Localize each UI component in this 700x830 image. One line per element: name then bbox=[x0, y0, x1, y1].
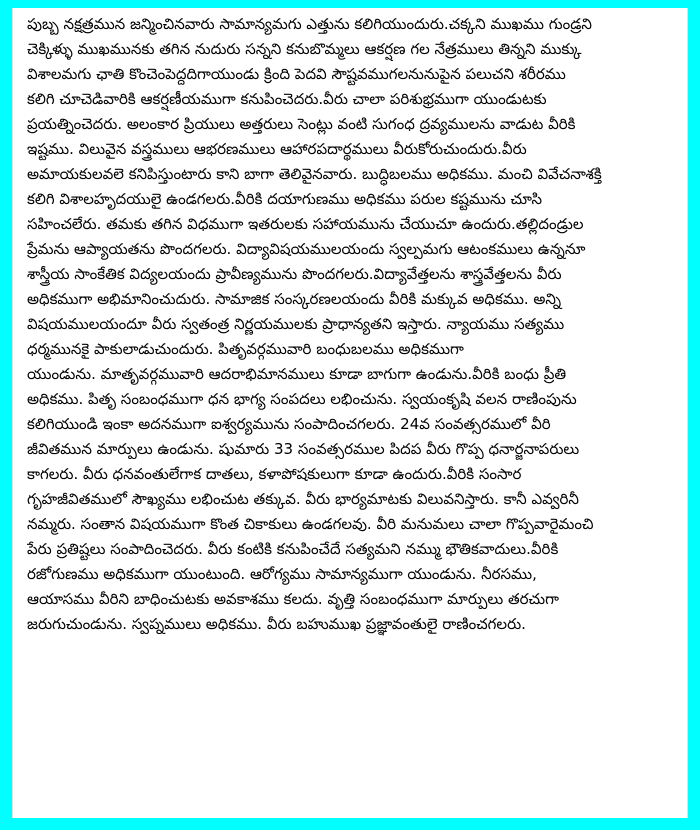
text-line-14: ధర్మమునకై పాకులాడుచుందురు. పితృవర్గమువారి బంధుబలము అధికముగా bbox=[27, 340, 464, 358]
text-line-4: కలిగి చూచెడివారికి ఆకర్షణీయముగా కనుపించెదరు.వీరు చాలా పరిశుభ్రముగా యుండుటకు bbox=[27, 90, 547, 108]
text-line-21: నమ్మరు. సంతాన విషయముగా కొంత చికాకులు ఉండగలవు. వీరి మనుమలు చాలా గొప్పవారైమంచి bbox=[27, 515, 594, 533]
text-line-23: రజోగుణము అధికముగా యుంటుంది. ఆరోగ్యము సామాన్యముగా యుండును. నీరసము, bbox=[27, 565, 537, 583]
text-line-8: కలిగి విశాలహృదయులై ఉండగలరు.వీరికి దయాగుణము అధికము పరుల కష్టమును చూసి bbox=[27, 190, 543, 208]
text-line-16: అధికము. పితృ సంబంధముగా ధన భాగ్య సంపదలు లభించును. స్వయంకృషి వలన రాణింపును bbox=[27, 390, 577, 408]
text-line-11: శాస్త్రీయ సాంకేతిక విద్యలయందు ప్రావీణ్యమును పొందగలరు.విద్యావేత్తలను శాస్త్రవేత్తలను వీరు bbox=[27, 265, 562, 283]
text-line-19: కాగలరు. వీరు ధనవంతులేగాక దాతలు, కళాపోషకులుగా కూడా ఉందురు.వీరికి సంసార bbox=[27, 465, 522, 483]
document-page bbox=[12, 8, 688, 818]
text-line-15: యుండును. మాతృవర్గమువారి ఆదరాభిమానములు కూడా బాగుగా ఉండును.వీరికి బంధు ప్రీతి bbox=[27, 365, 567, 383]
text-line-25: జరుగుచుండును. స్వప్నములు అధికము. వీరు బహుముఖ ప్రజ్ఞావంతులై రాణించగలరు. bbox=[27, 615, 526, 633]
text-line-9: సహించలేరు. తమకు తగిన విధముగా ఇతరులకు సహాయమును చేయుచూ ఉందురు.తల్లిదండ్రుల bbox=[27, 215, 584, 233]
text-line-18: జీవితమున మార్పులు ఉండును. షుమారు 33 సంవత్సరముల పిదప వీరు గొప్ప ధనార్జనాపరులు bbox=[27, 440, 580, 458]
text-line-22: పేరు ప్రతిష్టలు సంపాదించెదరు. వీరు కంటికి కనుపించేదే సత్యమని నమ్ము భౌతికవాదులు.వీరికి bbox=[27, 540, 559, 558]
text-line-13: విషయములయందూ వీరు స్వతంత్ర నిర్ణయములకు ప్రాధాన్యతని ఇస్తారు. న్యాయము సత్యము bbox=[27, 315, 565, 333]
text-line-12: అధికముగా అభిమానించుదురు. సామాజిక సంస్కరణలయందు వీరికి మక్కువ అధికము. అన్ని bbox=[27, 290, 562, 308]
text-line-10: ప్రేమను ఆప్యాయతను పొందగలరు. విద్యావిషయములయందు స్వల్పమగు ఆటంకములు ఉన్ననూ bbox=[27, 240, 586, 258]
text-line-3: విశాలమగు ఛాతి కొంచెంపెద్దదిగాయుండు క్రింది పెదవి సౌష్టవముగలనునుపైన పలుచని శరీరము bbox=[27, 65, 566, 83]
text-line-17: కలిగియుండి ఇంకా అదనముగా ఐశ్వర్యమును సంపాదించగలరు. 24వ సంవత్సరములో వీరి bbox=[27, 415, 551, 433]
text-line-6: ఇష్టము. విలువైన వస్త్రములు ఆభరణములు ఆహారపదార్థములు వీరుకోరుచుందురు.వీరు bbox=[27, 140, 527, 158]
text-line-5: ప్రయత్నించెదరు. అలంకార ప్రియులు అత్తరులు సెంట్లు వంటి సుగంధ ద్రవ్యములను వాడుట వీరికి bbox=[27, 115, 576, 133]
text-line-1: పుబ్బ నక్షత్రమున జన్మించినవారు సామాన్యమగు ఎత్తును కలిగియుందురు.చక్కని ముఖము గుండ్రని bbox=[27, 15, 592, 33]
text-line-7: అమాయకులవలె కనిపిస్తుంటారు కాని బాగా తెలివైనవారు. బుద్ధిబలము అధికము. మంచి వివేచనాశక్తి bbox=[27, 165, 602, 183]
text-line-24: ఆయాసము వీరిని బాధించుటకు అవకాశము కలదు. వృత్తి సంబంధముగా మార్పులు తరచుగా bbox=[27, 590, 559, 608]
text-line-2: చెక్కిళ్ళు ముఖమునకు తగిన నుదురు సన్నని కనుబొమ్మలు ఆకర్షణ గల నేత్రములు తిన్నని ముక్కు bbox=[27, 40, 582, 58]
text-line-20: గృహజీవితములో సౌఖ్యము లభించుట తక్కువ. వీరు భార్యమాటకు విలువనిస్తారు. కానీ ఎవ్వరినీ bbox=[27, 490, 579, 508]
